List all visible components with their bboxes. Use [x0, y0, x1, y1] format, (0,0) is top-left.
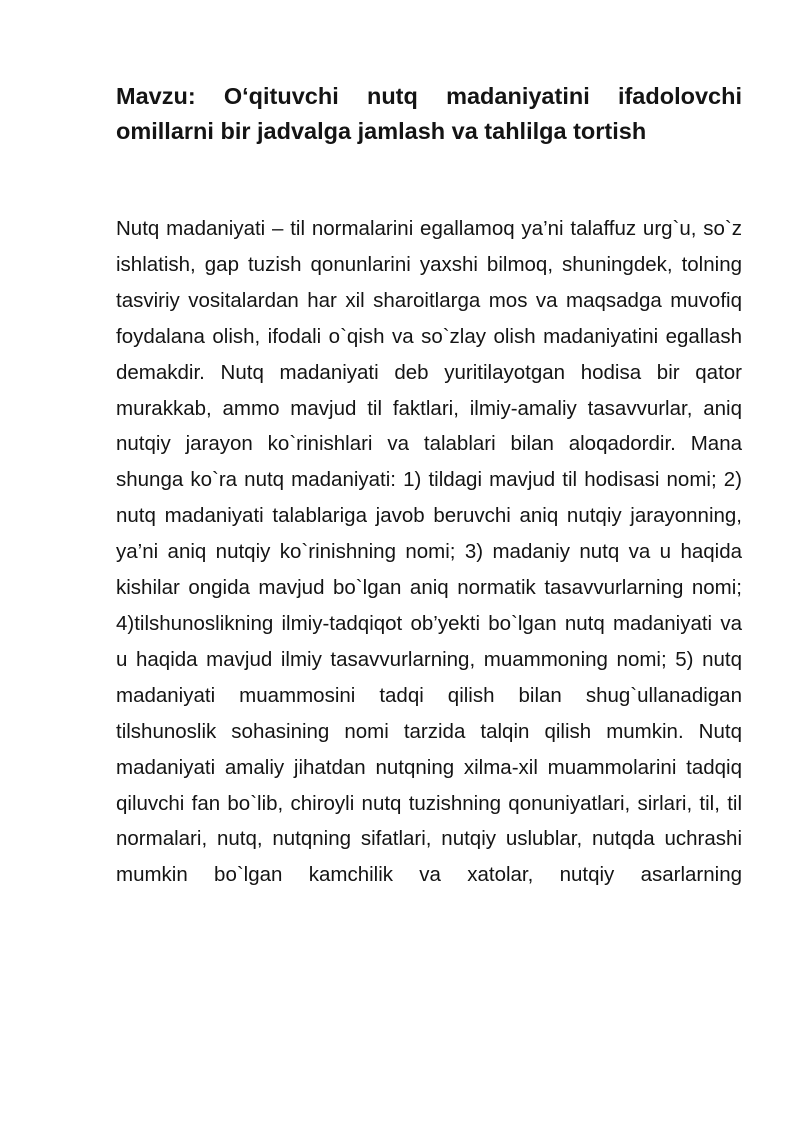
- document-title: Mavzu: O‘qituvchi nutq madaniyatini ifadolovchi omillarni bir jadvalga jamlash va tahlilga tortish: [116, 83, 742, 144]
- body-paragraph: Nutq madaniyati – til normalarini egallamoq ya’ni talaffuz urg`u, so`z ishlatish, gap tuzish qonunlarini yaxshi bilmoq, shuningdek, tolning tasviriy vositalardan har xil sharoitlarga mos va maqsadga muvofiq foydalana olish, ifodali o`qish va so`zlay olish madaniyatini egallash demakdir. Nutq madaniyati deb yuritilayotgan hodisa bir qator murakkab, ammo mavjud til faktlari, ilmiy-amaliy tasavvurlar, aniq nutqiy jarayon ko`rinishlari va talablari bilan aloqadordir. Mana shunga ko`ra nutq madaniyati: 1) tildagi mavjud til hodisasi nomi; 2) nutq madaniyati talablariga javob beruvchi aniq nutqiy jarayonning, ya’ni aniq nutqiy ko`rinishning nomi; 3) madaniy nutq va u haqida kishilar ongida mavjud bo`lgan aniq normatik tasavvurlarning nomi; 4)tilshunoslikning ilmiy-tadqiqot ob’yekti bo`lgan nutq madaniyati va u haqida mavjud ilmiy tasavvurlarning, muammoning nomi; 5) nutq madaniyati muammosini tadqi qilish bilan shug`ullanadigan tilshunoslik sohasining nomi tarzida talqin qilish mumkin. Nutq madaniyati amaliy jihatdan nutqning xilma-xil muammolarini tadqiq qiluvchi fan bo`lib, chiroyli nutq tuzishning qonuniyatlari, sirlari, til, til normalari, nutq, nutqning sifatlari, nutqiy uslublar, nutqda uchrashi mumkin bo`lgan kamchilik va xatolar, nutqiy asarlarning: [116, 217, 742, 887]
